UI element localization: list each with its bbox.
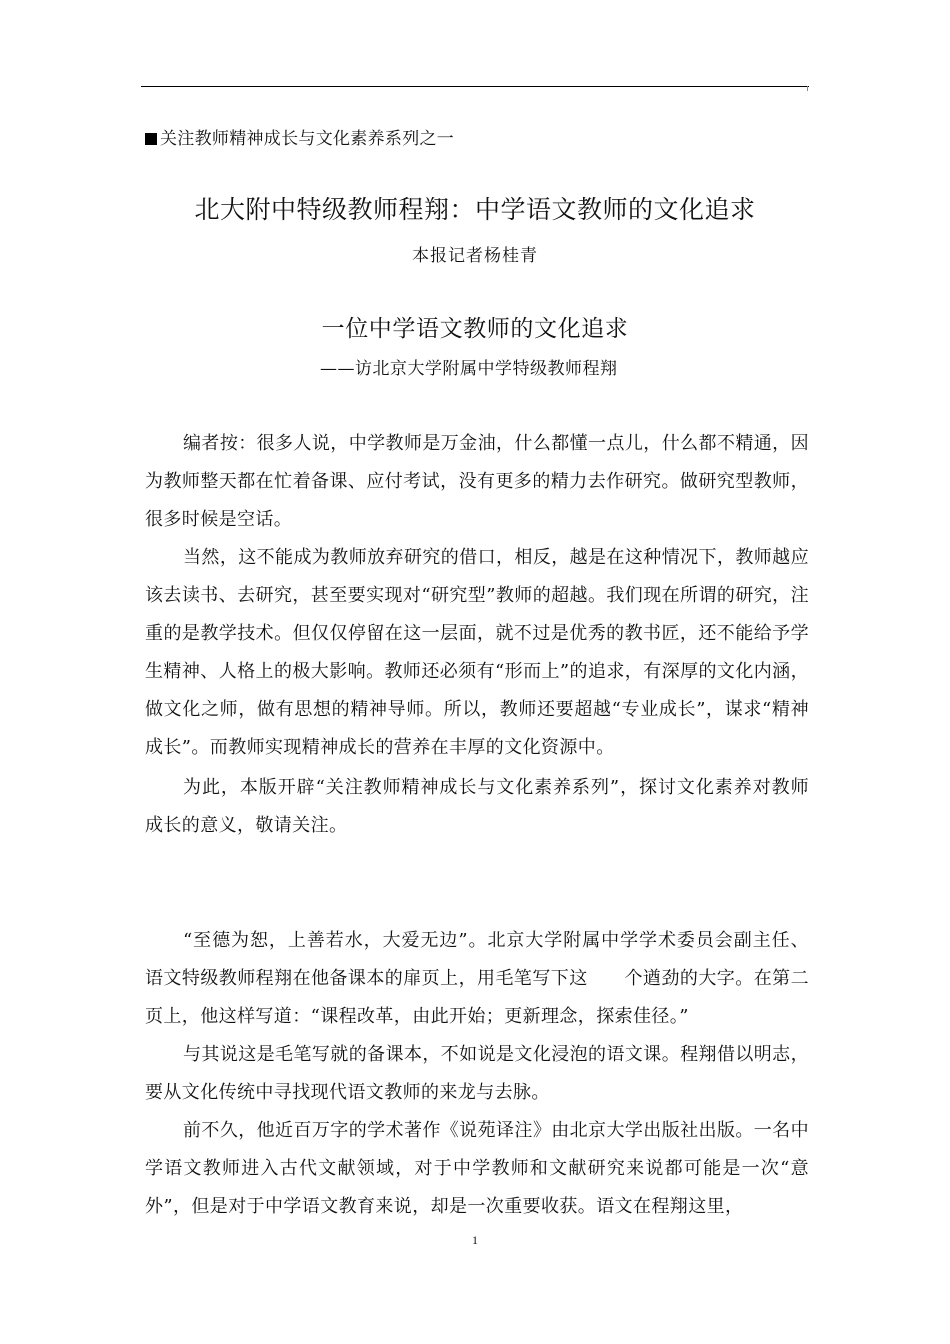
page-number: 1	[472, 1233, 478, 1247]
paragraph-body-2: 与其说这是毛笔写就的备课本，不如说是文化浸泡的语文课。程翔借以明志，要从文化传统中寻找现代语文教师的来龙与去脉。	[145, 1044, 809, 1103]
subhead-interview-line: ——访北京大学附属中学特级教师程翔	[320, 359, 618, 379]
headline: 北大附中特级教师程翔：中学语文教师的文化追求	[194, 195, 756, 224]
paragraph-editor-note-2: 当然，这不能成为教师放弃研究的借口，相反，越是在这种情况下，教师越应该去读书、去研究，甚至要实现对“研究型”教师的超越。我们现在所谓的研究，注重的是教学技术。但仅仅停留在这一层面，就不过是优秀的教书匠，还不能给予学生精神、人格上的极大影响。教师还必须有“形而上”的追求，有深厚的文化内涵，做文化之师，做有思想的精神导师。所以，教师还要超越“专业成长”，谋求“精神成长”。而教师实现精神成长的营养在丰厚的文化资源中。	[145, 547, 809, 758]
paragraph-editor-note-3: 为此，本版开辟“关注教师精神成长与文化素养系列”，探讨文化素养对教师成长的意义，敬请关注。	[145, 777, 809, 836]
series-label	[145, 124, 454, 149]
header-rule	[141, 86, 809, 87]
header-rule-tick	[807, 86, 808, 91]
paragraph-body-3: 前不久，他近百万字的学术著作《说苑译注》由北京大学出版社出版。一名中学语文教师进入古代文献领域，对于中学教师和文献研究来说都可能是一次“意外”，但是对于中学语文教育来说，却是一次重要收获。语文在程翔这里，	[145, 1120, 809, 1217]
byline: 本报记者杨桂青	[412, 246, 538, 266]
series-label-text: 关注教师精神成长与文化素养系列之一	[160, 129, 455, 149]
paragraph-body-1: “至德为恕，上善若水，大爱无边”。北京大学附属中学学术委员会副主任、语文特级教师程翔在他备课本的扉页上，用毛笔写下这 个遒劲的大字。在第二页上，他这样写道：“课程改革，由此开始；更新理念，探索佳径。”	[145, 930, 809, 1027]
black-square-icon	[145, 133, 157, 145]
paragraph-editor-note: 编者按：很多人说，中学教师是万金油，什么都懂一点儿，什么都不精通，因为教师整天都在忙着备课、应付考试，没有更多的精力去作研究。做研究型教师，很多时候是空话。	[145, 433, 809, 530]
subhead: 一位中学语文教师的文化追求	[321, 316, 629, 342]
